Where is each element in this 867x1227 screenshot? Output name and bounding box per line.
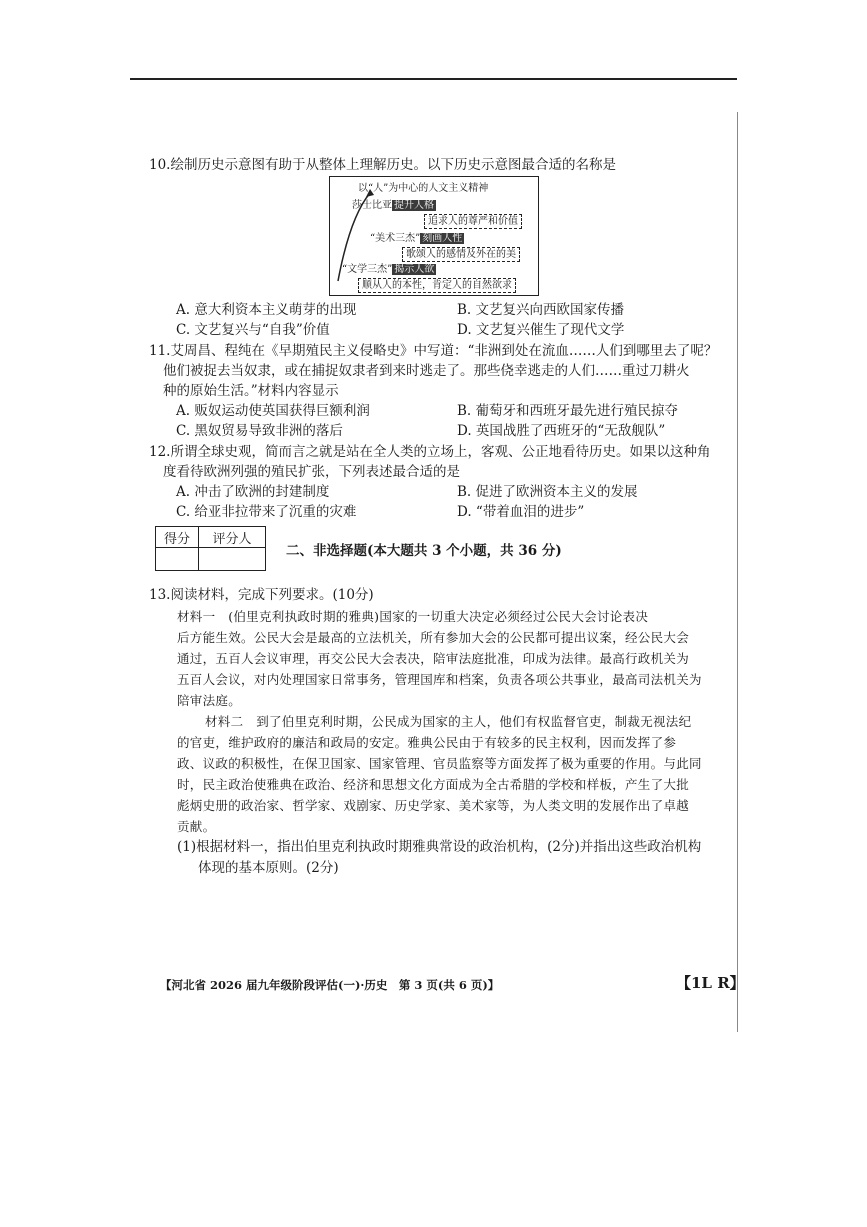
q13-material2-line5: 彪炳史册的政治家、哲学家、戏剧家、历史学家、美术家等，为人类文明的发展作出了卓越 <box>177 798 690 813</box>
writers-label: “文学三杰” <box>342 264 393 275</box>
q10-option-c[interactable]: C. 文艺复兴与“自我”价值 <box>176 322 330 338</box>
q12-line-1: 12.所谓全球史观，简而言之就是站在全人类的立场上，客观、公正地看待历史。如果以这种角 <box>149 444 711 460</box>
q10-option-a[interactable]: A. 意大利资本主义萌芽的出现 <box>176 302 357 318</box>
q12-option-c[interactable]: C. 给亚非拉带来了沉重的灾难 <box>176 504 357 520</box>
writers-tag: 揭示人欲 <box>394 264 435 275</box>
grader-header: 评分人 <box>199 527 266 548</box>
q11-line-1: 11.艾周昌、程纯在《早期殖民主义侵略史》中写道：“非洲到处在流血……人们到哪里去了呢？ <box>149 343 718 359</box>
q13-material2-line2: 的官吏，维护政府的廉洁和政局的安定。雅典公民由于有较多的民主权利，因而发挥了参 <box>177 735 677 750</box>
q13-material1-line1: 材料一 (伯里克利执政时期的雅典)国家的一切重大决定必须经过公民大会讨论表决 <box>177 609 649 624</box>
diagram-box-1: 追求人的尊严和价值 <box>424 214 522 229</box>
section-2-heading: 二、非选择题(本大题共 3 个小题，共 36 分) <box>286 543 562 559</box>
paper-code: 【1L R】 <box>676 974 745 992</box>
shakespeare-label: 莎士比亚 <box>352 200 392 211</box>
q13-material2-line4: 时，民主政治使雅典在政治、经济和思想文化方面成为全古希腊的学校和样板，产生了大批 <box>177 777 690 792</box>
diagram-artists <box>370 232 464 245</box>
page-footer: 【河北省 2026 届九年级阶段评估(一)·历史 第 3 页(共 6 页)】 <box>160 978 500 992</box>
q13-sub1-line2: 体现的基本原则。(2分) <box>198 860 339 876</box>
q13-material1-line2: 后方能生效。公民大会是最高的立法机关，所有参加大会的公民都可提出议案，经公民大会 <box>177 630 690 645</box>
artists-label: “美术三杰” <box>370 233 421 244</box>
q13-material1-line4: 五百人会议，对内处理国家日常事务，管理国库和档案，负责各项公共事业，最高司法机关为 <box>177 672 702 687</box>
diagram-box-2: 歌颂人的感情及外在的美 <box>402 247 520 262</box>
score-header: 得分 <box>156 527 199 548</box>
q13-stem: 13.阅读材料，完成下列要求。(10分) <box>149 587 374 603</box>
q12-option-d[interactable]: D. “带着血泪的进步” <box>457 504 585 520</box>
q10-option-d[interactable]: D. 文艺复兴催生了现代文学 <box>457 322 625 338</box>
q13-material1-line3: 通过，五百人会议审理，再交公民大会表决，陪审法庭批准，印成为法律。最高行政机关为 <box>177 651 690 666</box>
shakespeare-tag: 提升人格 <box>394 200 434 211</box>
diagram-writers <box>342 263 436 276</box>
q10-stem: 10.绘制历史示意图有助于从整体上理解历史。以下历史示意图最合适的名称是 <box>149 157 616 173</box>
diagram-box-3: 顺从人的本性，肯定人的自然欲求 <box>358 278 516 293</box>
diagram-top-label: 以“人”为中心的人文主义精神 <box>358 183 489 194</box>
q13-material2-line3: 政、议政的积极性，在保卫国家、国家管理、官员监察等方面发挥了极为重要的作用。与此同 <box>177 756 702 771</box>
right-rule <box>737 112 738 1032</box>
q13-material2-line1: 材料二 到了伯里克利时期，公民成为国家的主人，他们有权监督官吏，制裁无视法纪 <box>205 714 692 729</box>
q13-material1-line5: 陪审法庭。 <box>177 693 242 708</box>
top-rule <box>130 78 737 80</box>
q11-line-2: 他们被捉去当奴隶，或在捕捉奴隶者到来时逃走了。那些侥幸逃走的人们……重过刀耕火 <box>163 363 690 379</box>
q12-line-2: 度看待欧洲列强的殖民扩张，下列表述最合适的是 <box>163 464 460 480</box>
q11-option-c[interactable]: C. 黑奴贸易导致非洲的落后 <box>176 423 343 439</box>
q13-material2-line6: 贡献。 <box>177 819 216 834</box>
q11-line-3: 种的原始生活。”材料内容显示 <box>163 383 339 399</box>
artists-tag: 刻画人性 <box>422 233 463 244</box>
q12-option-b[interactable]: B. 促进了欧洲资本主义的发展 <box>457 484 638 500</box>
diagram-shakespeare <box>352 199 436 212</box>
q11-option-a[interactable]: A. 贩奴运动使英国获得巨额利润 <box>176 403 370 419</box>
score-cell[interactable] <box>156 548 199 571</box>
score-table <box>155 526 266 571</box>
q12-option-a[interactable]: A. 冲击了欧洲的封建制度 <box>176 484 330 500</box>
q13-sub1-line1: (1)根据材料一，指出伯里克利执政时期雅典常设的政治机构，(2分)并指出这些政治机构 <box>177 839 702 855</box>
grader-cell[interactable] <box>199 548 266 571</box>
q10-option-b[interactable]: B. 文艺复兴向西欧国家传播 <box>457 302 625 318</box>
q11-option-d[interactable]: D. 英国战胜了西班牙的“无敌舰队” <box>457 423 666 439</box>
q11-option-b[interactable]: B. 葡萄牙和西班牙最先进行殖民掠夺 <box>457 403 679 419</box>
q10-diagram <box>329 176 539 296</box>
